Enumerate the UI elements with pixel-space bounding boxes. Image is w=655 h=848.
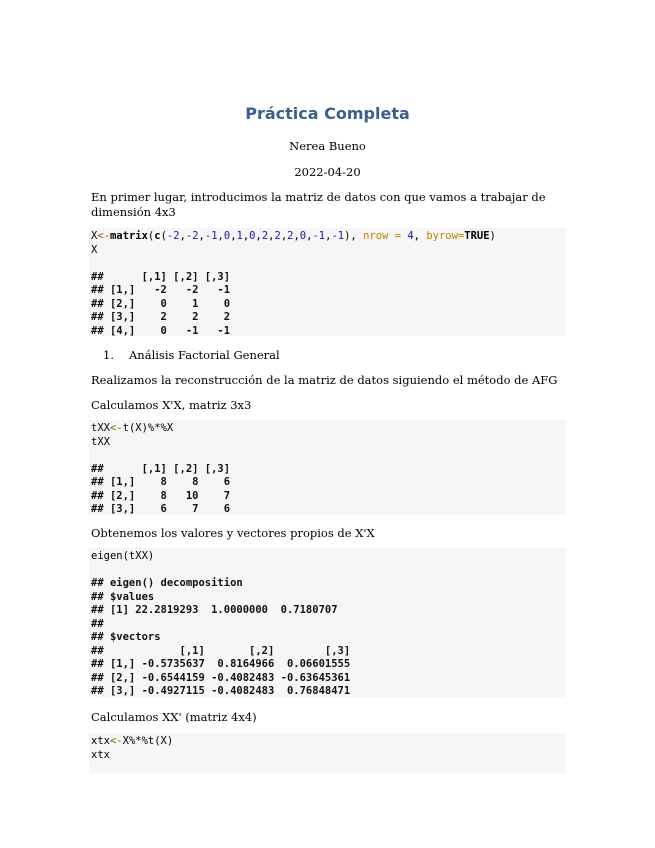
code-block-matrix	[89, 228, 566, 336]
code-line: eigen(tXX)	[91, 550, 155, 562]
output-line: ## [3,] 6 7 6	[91, 503, 231, 515]
output-line: ## $values	[91, 590, 155, 603]
output-line: ## [1,] 8 8 6	[91, 476, 231, 488]
paragraph: Realizamos la reconstrucción de la matriz de datos siguiendo el método de AFG	[91, 373, 558, 387]
output-line: ## $vectors	[91, 631, 161, 643]
output-line: ## [1,] -0.5735637 0.8164966 0.06601555	[91, 658, 351, 670]
code-line: tXX	[91, 435, 110, 448]
output-line: ## [1,] -2 -2 -1	[91, 284, 231, 296]
output-line: ## [,1] [,2] [,3]	[91, 270, 231, 283]
output-line: ## [3,] 2 2 2	[91, 311, 231, 323]
output-line: ## eigen() decomposition	[91, 577, 243, 589]
paragraph: Calculamos XX' (matriz 4x4)	[91, 710, 257, 724]
code-block-eigen	[89, 548, 566, 698]
intro-paragraph: En primer lugar, introducimos la matriz de datos con que vamos a trabajar de dimensión 4x3	[91, 190, 546, 219]
output-line: ## [2,] 8 10 7	[91, 489, 231, 502]
list-item: 1. Análisis Factorial General	[103, 348, 280, 362]
code-line: xtx	[91, 748, 110, 761]
code-block-xtx	[89, 733, 566, 773]
output-line: ## [3,] -0.4927115 -0.4082483 0.76848471	[91, 685, 351, 697]
page-title: Práctica Completa	[245, 104, 410, 123]
output-line: ## [2,] 0 1 0	[91, 297, 231, 310]
code-block-txx	[89, 420, 566, 515]
output-line: ## [2,] -0.6544159 -0.4082483 -0.63645361	[91, 671, 351, 684]
output-line: ## [,1] [,2] [,3]	[91, 462, 231, 475]
paragraph: Calculamos X'X, matriz 3x3	[91, 398, 252, 412]
output-line: ## [1] 22.2819293 1.0000000 0.7180707	[91, 604, 338, 616]
paragraph: Obtenemos los valores y vectores propios de X'X	[91, 526, 375, 540]
code-line: xtx<-X%*%t(X)	[91, 735, 174, 747]
output-line: ## [,1] [,2] [,3]	[91, 644, 351, 657]
date: 2022-04-20	[294, 165, 361, 179]
output-line: ## [4,] 0 -1 -1	[91, 324, 231, 337]
author: Nerea Bueno	[289, 139, 366, 153]
code-line: tXX<-t(X)%*%X	[91, 422, 174, 434]
output-line: ##	[91, 617, 104, 630]
code-line: X<-matrix(c(-2,-2,-1,0,1,0,2,2,2,0,-1,-1), nrow = 4, byrow=TRUE)	[91, 230, 496, 242]
code-line: X	[91, 243, 98, 256]
